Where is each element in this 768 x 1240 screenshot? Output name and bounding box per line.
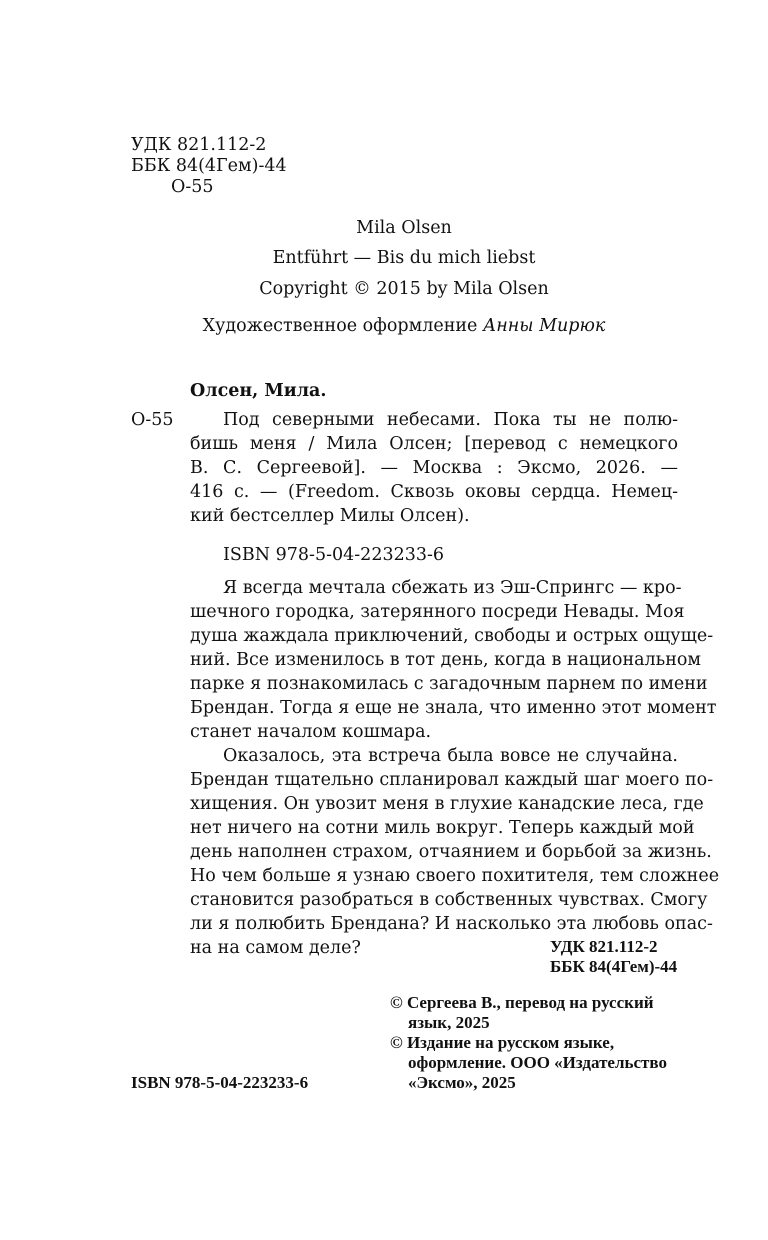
annotation-line: на на самом деле? xyxy=(190,938,361,958)
bibliography-line: 416 с. — (Freedom. Сквозь оковы сердца. Немец- xyxy=(190,482,678,502)
bibliography-line: бишь меня / Мила Олсен; [перевод с немецкого xyxy=(190,434,678,454)
annotation-line: шечного городка, затерянного посреди Невады. Моя xyxy=(190,602,685,622)
bibliography-line: Под северными небесами. Пока ты не полю- xyxy=(223,410,678,430)
footer-isbn: ISBN 978-5-04-223233-6 xyxy=(131,1073,309,1092)
annotation-line: парке я познакомилась с загадочным парнем по имени xyxy=(190,674,708,694)
annotation-line: Оказалось, эта встреча была вовсе не случайна. xyxy=(223,746,678,766)
annotation-line: душа жаждала приключений, свободы и острых ощуще- xyxy=(190,626,714,646)
annotation-line: Брендан. Тогда я еще не знала, что именно этот момент xyxy=(190,698,717,718)
author-mark: О-55 xyxy=(171,177,214,197)
footer-bbk: ББК 84(4Гем)-44 xyxy=(550,957,678,976)
annotation-line: становится разобраться в собственных чувствах. Смогу xyxy=(190,890,708,910)
design-credit xyxy=(0,316,768,336)
footer-copyright-edition: © Издание на русском языке, xyxy=(390,1033,615,1052)
annotation-line: день наполнен страхом, отчаянием и борьбой за жизнь. xyxy=(190,842,712,862)
design-credit-name: Анны Мирюк xyxy=(482,316,606,336)
footer-copyright-translation: © Сергеева В., перевод на русский xyxy=(390,993,654,1012)
udk-code: УДК 821.112-2 xyxy=(131,135,267,155)
original-title: Entführt — Bis du mich liebst xyxy=(272,248,536,268)
bbk-code: ББК 84(4Гем)-44 xyxy=(131,156,287,176)
annotation-line: Брендан тщательно спланировал каждый шаг моего по- xyxy=(190,770,714,790)
annotation-line: станет началом кошмара. xyxy=(190,722,432,742)
annotation-line: хищения. Он увозит меня в глухие канадские леса, где xyxy=(190,794,704,814)
annotation-line: Но чем больше я узнаю своего похитителя, тем сложнее xyxy=(190,866,720,886)
bibliography-line: кий бестселлер Милы Олсен). xyxy=(190,506,470,526)
bibliography-line: В. С. Сергеевой]. — Москва : Эксмо, 2026. — xyxy=(190,458,678,478)
annotation-line: Я всегда мечтала сбежать из Эш-Спрингс — кро- xyxy=(223,578,682,598)
original-copyright: Copyright © 2015 by Mila Olsen xyxy=(259,279,549,299)
annotation-line: нет ничего на сотни миль вокруг. Теперь каждый мой xyxy=(190,818,695,838)
footer-copyright-edition-year: «Эксмо», 2025 xyxy=(408,1073,516,1092)
bibliography-margin-mark: О-55 xyxy=(131,410,174,430)
design-credit-prefix: Художественное оформление xyxy=(202,316,483,336)
footer-udk: УДК 821.112-2 xyxy=(550,937,658,956)
annotation-line: ли я полюбить Брендана? И насколько эта любовь опас- xyxy=(190,914,713,934)
annotation-line: ний. Все изменилось в тот день, когда в национальном xyxy=(190,650,702,670)
bibliography-isbn: ISBN 978-5-04-223233-6 xyxy=(223,545,445,565)
original-author: Mila Olsen xyxy=(356,218,452,238)
bibliography-heading: Олсен, Мила. xyxy=(190,381,327,401)
footer-copyright-edition-publisher: оформление. ООО «Издательство xyxy=(408,1053,667,1072)
footer-copyright-translation-year: язык, 2025 xyxy=(408,1013,490,1032)
